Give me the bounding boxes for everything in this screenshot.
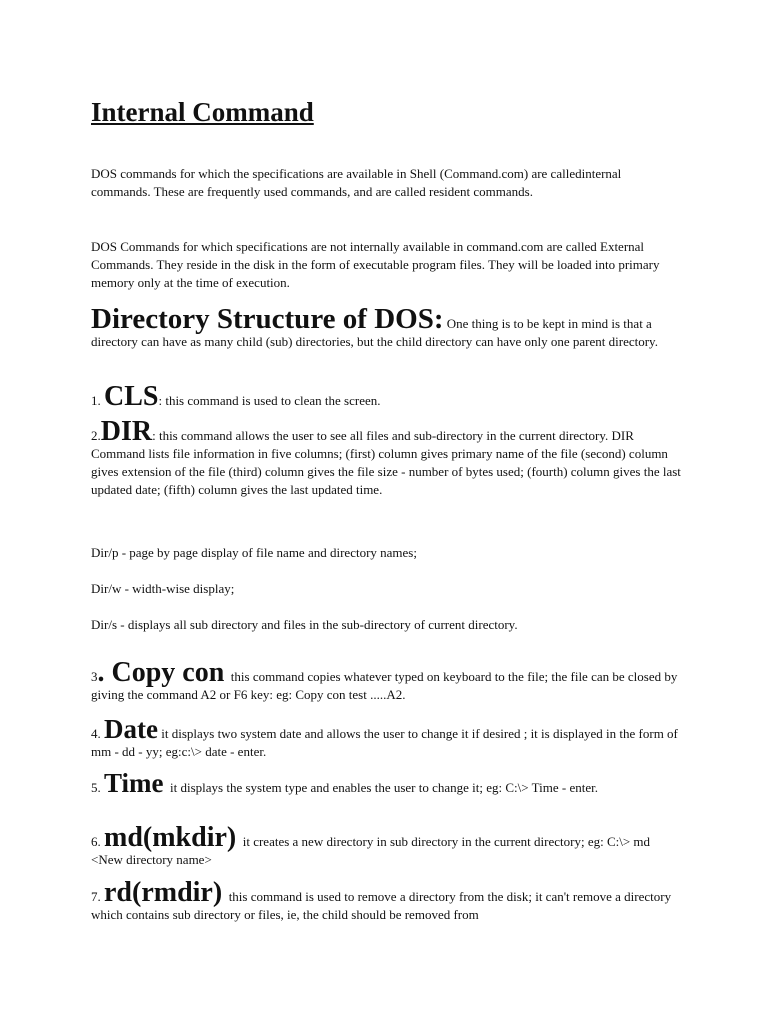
command-item xyxy=(91,381,681,412)
command-name: DIR xyxy=(100,416,153,447)
command-number: 7. xyxy=(91,889,101,904)
command-description: : this command allows the user to see all files and sub-directory in the current directory. DIR Command lists file information in five columns; (first) column gives primary name of the file (second) column gives extension of the file (third) column gives the file size - number of bytes used; (fourth) column gives the last updated date; (fifth) column gives the last updated time. xyxy=(91,428,681,497)
command-description: it creates a new directory in sub directory in the current directory; eg: C:\> md <New directory name> xyxy=(91,834,651,867)
dir-option: Dir/p - page by page display of file name and directory names; xyxy=(91,545,417,560)
command-number: 6. xyxy=(91,834,101,849)
command-name: Time xyxy=(104,768,164,798)
command-name: Date xyxy=(104,714,158,744)
command-description: : this command is used to clean the screen. xyxy=(158,393,381,408)
dir-option: Dir/w - width-wise display; xyxy=(91,581,235,596)
command-name: CLS xyxy=(104,381,159,412)
command-item: 3. Copy con this command copies whatever typed on keyboard to the file; the file can be closed by giving the command A2 or F6 key: eg: Copy con test .....A2. xyxy=(91,657,678,702)
command-name: Copy con xyxy=(111,657,225,688)
command-description: it displays the system type and enables the user to change it; eg: C:\> Time - enter. xyxy=(170,780,598,795)
intro-paragraph-2: DOS Commands for which specifications are not internally available in command.com are called External Commands. They reside in the disk in the form of executable program files. They will be loaded into primary memory only at the time of execution. xyxy=(91,239,660,290)
command-item xyxy=(91,416,681,499)
command-number: 4. xyxy=(91,726,101,741)
command-name: rd(rmdir) xyxy=(104,877,223,908)
command-description: this command copies whatever typed on keyboard to the file; the file can be closed by giving the command A2 or F6 key: eg: Copy con test .....A2. xyxy=(91,669,678,702)
command-description: this command is used to remove a directory from the disk; it can't remove a directory which contains sub directory or files, ie, the child should be removed from xyxy=(91,889,672,922)
directory-structure-section xyxy=(91,303,681,351)
command-item xyxy=(91,768,681,798)
command-item xyxy=(91,877,681,924)
intro-paragraph-1: DOS commands for which the specifications are available in Shell (Command.com) are calledinternal commands. These are frequently used commands, and are called resident commands. xyxy=(91,166,622,199)
command-number: 3 xyxy=(91,669,98,684)
command-item xyxy=(91,822,681,869)
command-item xyxy=(91,714,681,761)
dir-option: Dir/s - displays all sub directory and files in the sub-directory of current directory. xyxy=(91,617,518,632)
command-number: 5. xyxy=(91,780,101,795)
directory-structure-text: One thing is to be kept in mind is that a directory can have as many child (sub) directories, but the child directory can have only one parent directory. xyxy=(91,316,658,349)
command-name: md(mkdir) xyxy=(104,822,237,853)
command-number: 2. xyxy=(91,428,101,443)
command-description: it displays two system date and allows the user to change it if desired ; it is displayed in the form of mm - dd - yy; eg:c:\> date - enter. xyxy=(91,726,678,759)
page-title: Internal Command xyxy=(91,97,314,127)
command-number: 1. xyxy=(91,393,101,408)
directory-structure-heading: Directory Structure of DOS: xyxy=(91,303,444,335)
